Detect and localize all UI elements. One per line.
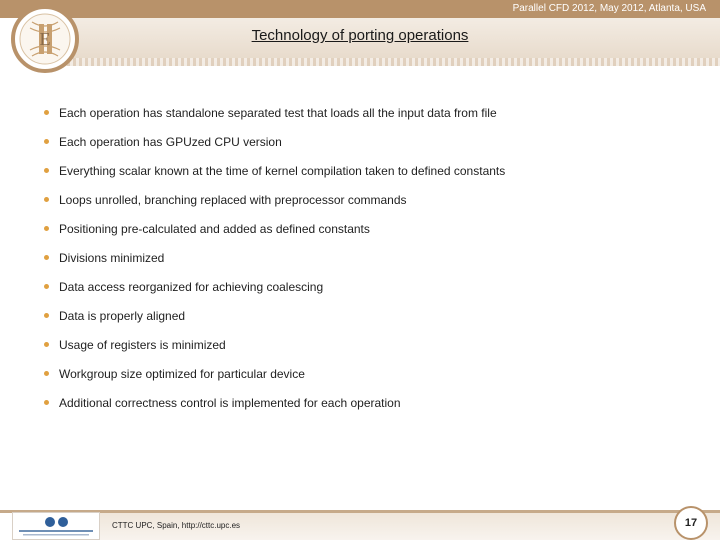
- bullet-dot-icon: [44, 313, 49, 318]
- page-number: 17: [674, 506, 708, 540]
- bullet-item: [42, 336, 505, 365]
- bullet-dot-icon: [44, 255, 49, 260]
- bullet-text: Data access reorganized for achieving coalescing: [59, 280, 324, 294]
- bullet-item: [42, 162, 505, 191]
- bullet-text: Each operation has GPUzed CPU version: [59, 135, 282, 149]
- bullet-item: [42, 249, 505, 278]
- bullet-item: [42, 104, 505, 133]
- bullet-dot-icon: [44, 400, 49, 405]
- bullet-text: Positioning pre-calculated and added as defined constants: [59, 222, 370, 236]
- bullet-item: [42, 365, 505, 394]
- conference-label: Parallel CFD 2012, May 2012, Atlanta, USA: [512, 3, 706, 14]
- bullet-dot-icon: [44, 371, 49, 376]
- bullet-item: [42, 191, 505, 220]
- bullet-item: [42, 278, 505, 307]
- bullet-text: Loops unrolled, branching replaced with preprocessor commands: [59, 193, 407, 207]
- bullet-text: Additional correctness control is implemented for each operation: [59, 396, 401, 410]
- svg-text:E: E: [39, 29, 51, 49]
- bullet-text: Usage of registers is minimized: [59, 338, 226, 352]
- bullet-dot-icon: [44, 168, 49, 173]
- bullet-text: Data is properly aligned: [59, 309, 186, 323]
- bullet-item: [42, 220, 505, 249]
- bullet-dot-icon: [44, 139, 49, 144]
- bullet-dot-icon: [44, 226, 49, 231]
- bullet-text: Each operation has standalone separated test that loads all the input data from file: [59, 106, 497, 120]
- footer-credit: CTTC UPC, Spain, http://cttc.upc.es: [112, 521, 241, 530]
- bullet-dot-icon: [44, 110, 49, 115]
- bullet-text: Divisions minimized: [59, 251, 165, 265]
- bullet-text: Everything scalar known at the time of kernel compilation taken to defined constants: [59, 164, 506, 178]
- institution-logo-icon: [12, 512, 100, 540]
- bullet-list: [42, 104, 505, 423]
- slide-title: Technology of porting operations: [251, 27, 469, 44]
- bullet-item: [42, 133, 505, 162]
- bullet-dot-icon: [44, 197, 49, 202]
- bullet-dot-icon: [44, 284, 49, 289]
- bullet-item: [42, 307, 505, 336]
- bullet-text: Workgroup size optimized for particular device: [59, 367, 305, 381]
- bullet-dot-icon: [44, 342, 49, 347]
- bullet-item: [42, 394, 505, 423]
- header-fade: [52, 58, 720, 66]
